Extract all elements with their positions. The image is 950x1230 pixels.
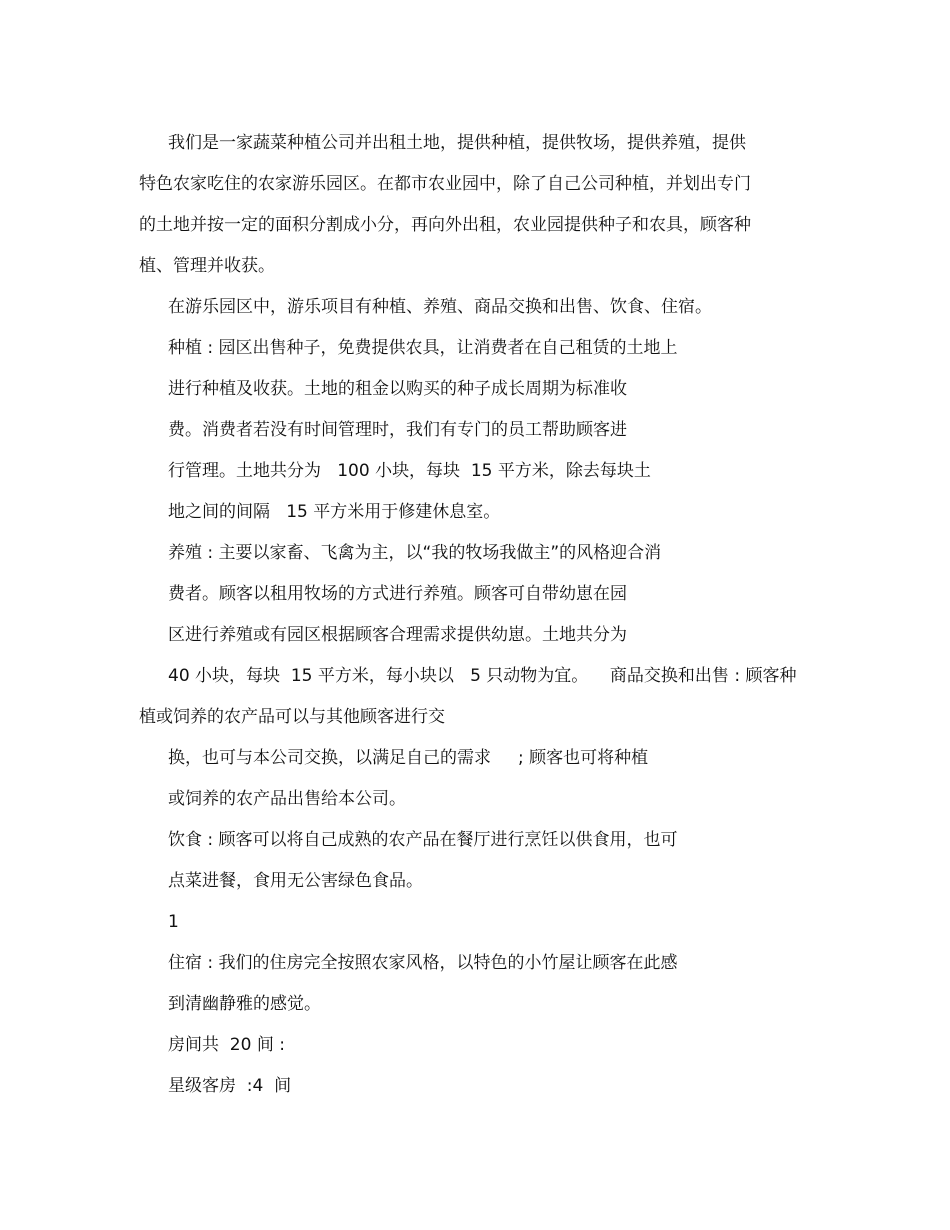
text-line: 特色农家吃住的农家游乐园区。在都市农业园中，除了自己公司种植，并划出专门 — [139, 174, 751, 194]
text-line: 40 小块，每块 15 平方米，每小块以 5 只动物为宜。 商品交换和出售 : 顾客种 — [168, 666, 797, 686]
text-line: 行管理。土地共分为 100 小块，每块 15 平方米，除去每块土 — [168, 461, 651, 481]
text-line: 植、管理并收获。 — [139, 256, 275, 276]
text-line: 换，也可与本公司交换，以满足自己的需求 ; 顾客也可将种植 — [168, 748, 649, 768]
text-line: 到清幽静雅的感觉。 — [168, 994, 321, 1014]
text-line: 区进行养殖或有园区根据顾客合理需求提供幼崽。土地共分为 — [168, 625, 627, 645]
text-line: 进行种植及收获。土地的租金以购买的种子成长周期为标准收 — [168, 379, 627, 399]
text-line: 费者。顾客以租用牧场的方式进行养殖。顾客可自带幼崽在园 — [168, 584, 627, 604]
text-line: 在游乐园区中，游乐项目有种植、养殖、商品交换和出售、饮食、住宿。 — [168, 297, 712, 317]
text-line: 植或饲养的农产品可以与其他顾客进行交 — [139, 707, 445, 727]
text-line: 房间共 20 间 : — [168, 1035, 285, 1055]
text-line: 饮食 : 顾客可以将自己成熟的农产品在餐厅进行烹饪以供食用，也可 — [168, 830, 678, 850]
text-line: 养殖 : 主要以家畜、飞禽为主，以“我的牧场我做主”的风格迎合消 — [168, 543, 662, 563]
text-line: 种植 : 园区出售种子，免费提供农具，让消费者在自己租赁的土地上 — [168, 338, 678, 358]
text-line: 或饲养的农产品出售给本公司。 — [168, 789, 406, 809]
text-line: 点菜进餐，食用无公害绿色食品。 — [168, 871, 423, 891]
text-line: 我们是一家蔬菜种植公司并出租土地，提供种植，提供牧场，提供养殖，提供 — [168, 133, 746, 153]
text-line: 住宿 : 我们的住房完全按照农家风格，以特色的小竹屋让顾客在此感 — [168, 953, 678, 973]
text-line: 星级客房 :4 间 — [168, 1076, 292, 1096]
page-number: 1 — [168, 912, 179, 932]
text-line: 地之间的间隔 15 平方米用于修建休息室。 — [168, 502, 501, 522]
text-line: 的土地并按一定的面积分割成小分，再向外出租，农业园提供种子和农具，顾客种 — [139, 215, 751, 235]
text-line: 费。消费者若没有时间管理时，我们有专门的员工帮助顾客进 — [168, 420, 627, 440]
